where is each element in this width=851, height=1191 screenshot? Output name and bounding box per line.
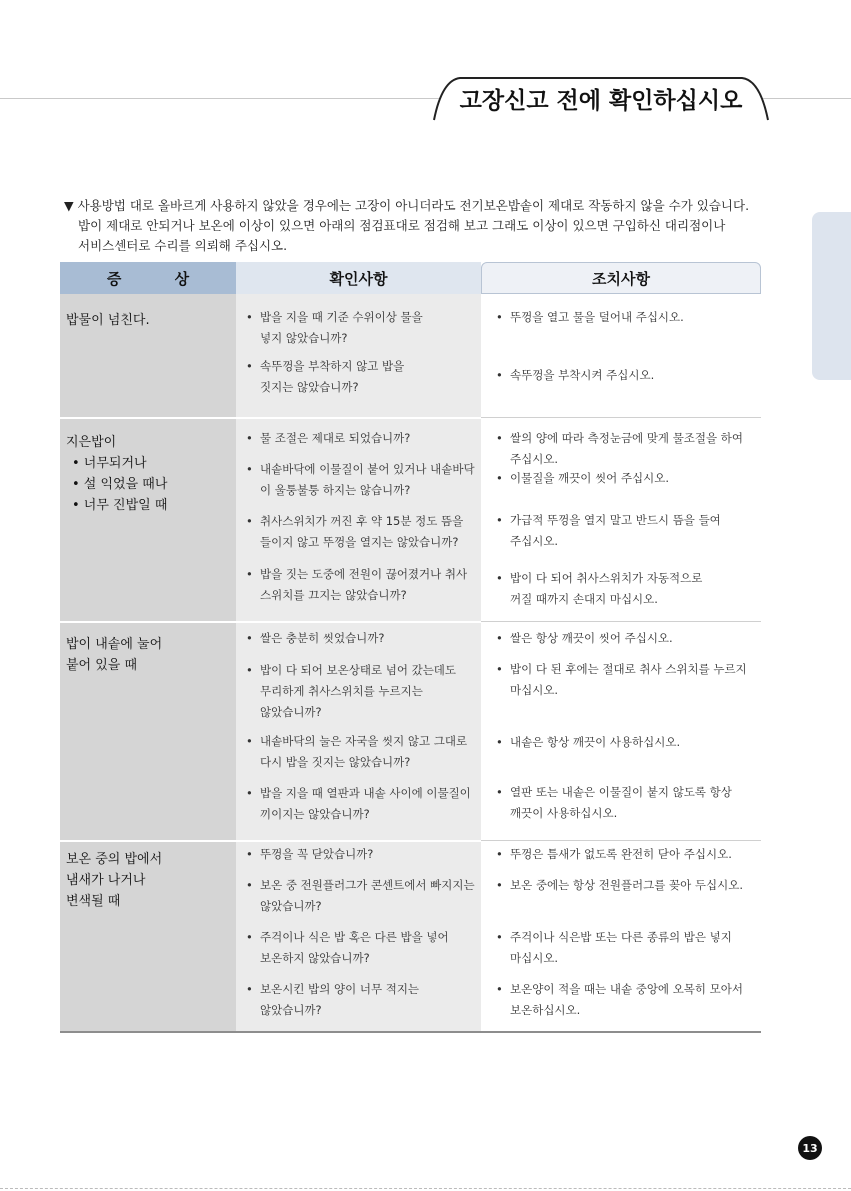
action-line: 깨끗이 사용하십시오. xyxy=(510,806,618,820)
check-item xyxy=(260,307,423,349)
symptom-line: 냄새가 나거나 xyxy=(66,873,146,888)
action-item xyxy=(510,979,743,1021)
check-line: 다시 밥을 짓지는 않았습니까? xyxy=(260,755,411,769)
check-line: 않았습니까? xyxy=(260,1003,322,1017)
check-line: 무리하게 취사스위치를 누르지는 xyxy=(260,684,423,698)
page-title-tab xyxy=(432,76,770,122)
symptom-line: 붙어 있을 때 xyxy=(66,658,138,673)
action-item xyxy=(510,365,654,386)
symptom-line: 보온 중의 밥에서 xyxy=(66,852,163,867)
action-item xyxy=(510,927,732,969)
action-line: • 이물질을 깨끗이 씻어 주십시오. xyxy=(510,471,670,485)
table-bottom-rule xyxy=(60,1031,761,1033)
symptom-line: • 너무 진밥일 때 xyxy=(72,498,168,513)
check-item xyxy=(260,660,456,723)
check-line: • 보온시킨 밥의 양이 너무 적지는 xyxy=(260,982,420,996)
action-line: • 가급적 뚜껑을 열지 말고 반드시 뜸을 들여 xyxy=(510,513,721,527)
check-line: • 내솥바닥에 이물질이 붙어 있거나 내솥바닥 xyxy=(260,462,475,476)
check-line: 않았습니까? xyxy=(260,899,322,913)
check-item xyxy=(260,875,475,917)
action-item xyxy=(510,307,684,328)
footer-rule xyxy=(0,1188,851,1189)
action-item xyxy=(510,510,721,552)
action-line: • 보온 중에는 항상 전원플러그를 꽂아 두십시오. xyxy=(510,878,744,892)
action-item xyxy=(510,659,747,701)
action-line: • 쌀의 양에 따라 측정눈금에 맞게 물조절을 하여 xyxy=(510,431,744,445)
check-line: • 보온 중 전원플러그가 콘센트에서 빠지지는 xyxy=(260,878,475,892)
symptom-line: 밥이 내솥에 눌어 xyxy=(66,637,163,652)
action-item xyxy=(510,844,732,865)
action-item xyxy=(510,628,673,649)
intro-line: ▼ 사용방법 대로 올바르게 사용하지 않았을 경우에는 고장이 아니더라도 전기보온밥솥이 제대로 작동하지 않을 수가 있습니다. xyxy=(64,198,750,213)
intro-line: 밥이 제대로 안되거나 보온에 이상이 있으면 아래의 점검표대로 점검해 보고 그래도 이상이 있으면 구입하신 대리점이나 xyxy=(78,218,726,233)
symptom-line: • 너무되거나 xyxy=(72,456,147,471)
symptom-line: 밥물이 넘친다. xyxy=(66,313,150,328)
check-line: • 밥이 다 되어 보온상태로 넘어 갔는데도 xyxy=(260,663,457,677)
action-item xyxy=(510,875,743,896)
symptom-cell xyxy=(66,849,162,912)
page-number: 13 xyxy=(798,1136,822,1160)
symptom-line: 변색될 때 xyxy=(66,894,121,909)
symptom-cell xyxy=(66,432,167,516)
action-line: • 밥이 다 된 후에는 절대로 취사 스위치를 누르지 xyxy=(510,662,747,676)
action-line: • 뚜껑을 열고 물을 덜어내 주십시오. xyxy=(510,310,684,324)
intro-text xyxy=(64,196,784,256)
action-line: • 뚜껑은 틈새가 없도록 완전히 닫아 주십시오. xyxy=(510,847,732,861)
row-separator xyxy=(481,840,761,841)
action-item xyxy=(510,468,669,489)
check-line: • 물 조절은 제대로 되었습니까? xyxy=(260,431,411,445)
action-line: • 열판 또는 내솥은 이물질이 붙지 않도록 항상 xyxy=(510,785,732,799)
check-line: 스위치를 끄지는 않았습니까? xyxy=(260,588,407,602)
check-line: 들이지 않고 뚜껑을 열지는 않았습니까? xyxy=(260,535,459,549)
header-symptom: 증 상 xyxy=(60,262,236,294)
check-item xyxy=(260,511,463,553)
action-item xyxy=(510,732,680,753)
check-item xyxy=(260,844,373,865)
action-line: • 쌀은 항상 깨끗이 씻어 주십시오. xyxy=(510,631,673,645)
check-item xyxy=(260,979,419,1021)
action-line: • 주걱이나 식은밥 또는 다른 종류의 밥은 넣지 xyxy=(510,930,732,944)
symptom-line: 지은밥이 xyxy=(66,435,117,450)
check-line: • 밥을 지을 때 열판과 내솥 사이에 이물질이 xyxy=(260,786,471,800)
action-line: • 속뚜껑을 부착시켜 주십시오. xyxy=(510,368,655,382)
check-line: 이 울퉁불퉁 하지는 않습니까? xyxy=(260,483,411,497)
action-line: 꺼질 때까지 손대지 마십시오. xyxy=(510,592,658,606)
check-item xyxy=(260,783,471,825)
check-line: • 속뚜껑을 부착하지 않고 밥을 xyxy=(260,359,405,373)
header-action: 조치사항 xyxy=(481,262,761,294)
check-line: • 취사스위치가 꺼진 후 약 15분 정도 뜸을 xyxy=(260,514,464,528)
row-separator xyxy=(481,417,761,418)
check-item xyxy=(260,428,410,449)
check-line: 끼이지는 않았습니까? xyxy=(260,807,370,821)
troubleshooting-table xyxy=(60,262,761,1033)
action-line: 마십시오. xyxy=(510,951,559,965)
symptom-line: • 설 익었을 때나 xyxy=(72,477,168,492)
check-item xyxy=(260,564,467,606)
side-section-tab xyxy=(812,212,851,380)
symptom-cell xyxy=(66,634,162,676)
check-item xyxy=(260,927,449,969)
check-line: • 쌀은 충분히 씻었습니까? xyxy=(260,631,385,645)
check-item xyxy=(260,628,385,649)
check-item xyxy=(260,459,475,501)
check-line: • 밥을 지을 때 기준 수위이상 물을 xyxy=(260,310,423,324)
action-line: • 밥이 다 되어 취사스위치가 자동적으로 xyxy=(510,571,703,585)
check-line: 짓지는 않았습니까? xyxy=(260,380,359,394)
page-title: 고장신고 전에 확인하십시오 xyxy=(459,88,743,114)
check-item xyxy=(260,356,404,398)
header-check: 확인사항 xyxy=(236,262,481,294)
action-item xyxy=(510,428,743,470)
action-line: 마십시오. xyxy=(510,683,559,697)
check-line: 보온하지 않았습니까? xyxy=(260,951,370,965)
check-line: • 내솥바닥의 눌은 자국을 씻지 않고 그대로 xyxy=(260,734,468,748)
symptom-cell xyxy=(66,310,150,331)
check-line: 넣지 않았습니까? xyxy=(260,331,348,345)
intro-line: 서비스센터로 수리를 의뢰해 주십시오. xyxy=(78,238,288,253)
row-separator xyxy=(481,621,761,622)
action-item xyxy=(510,782,732,824)
action-item xyxy=(510,568,702,610)
check-item xyxy=(260,731,467,773)
action-line: 주십시오. xyxy=(510,452,559,466)
check-line: • 밥을 짓는 도중에 전원이 끊어졌거나 취사 xyxy=(260,567,468,581)
action-line: 주십시오. xyxy=(510,534,559,548)
action-line: 보온하십시오. xyxy=(510,1003,581,1017)
check-line: • 주걱이나 식은 밥 혹은 다른 밥을 넣어 xyxy=(260,930,449,944)
check-line: 않았습니까? xyxy=(260,705,322,719)
action-line: • 보온양이 적을 때는 내솥 중앙에 오목히 모아서 xyxy=(510,982,744,996)
action-line: • 내솥은 항상 깨끗이 사용하십시오. xyxy=(510,735,681,749)
check-line: • 뚜껑을 꼭 닫았습니까? xyxy=(260,847,374,861)
